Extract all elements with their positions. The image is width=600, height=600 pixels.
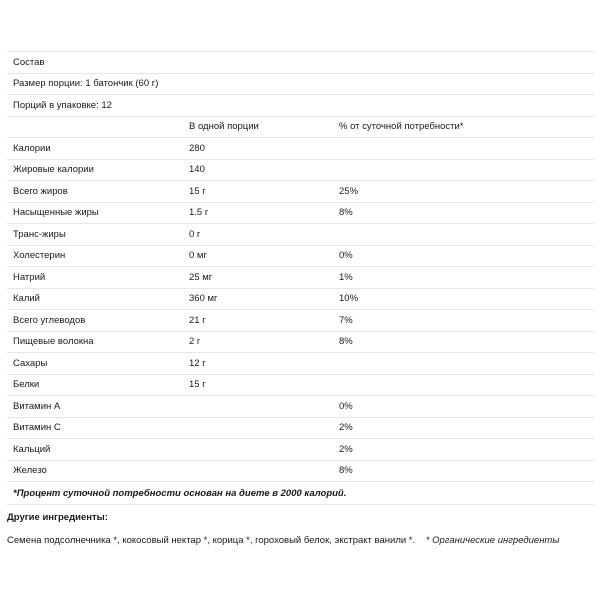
nutrient-amount	[183, 417, 333, 439]
nutrient-amount: 15 г	[183, 181, 333, 203]
nutrient-row	[7, 310, 594, 332]
nutrient-daily-value: 8%	[333, 202, 594, 224]
nutrient-daily-value: 7%	[333, 310, 594, 332]
organic-note: * Органические ингредиенты	[425, 535, 560, 546]
nutrient-name: Железо	[7, 460, 183, 482]
nutrient-amount: 360 мг	[183, 288, 333, 310]
daily-value-header: % от суточной потребности*	[333, 116, 594, 138]
nutrient-row	[7, 202, 594, 224]
nutrient-daily-value	[333, 159, 594, 181]
nutrient-row	[7, 181, 594, 203]
nutrient-daily-value: 2%	[333, 439, 594, 461]
nutrient-amount: 0 г	[183, 224, 333, 246]
nutrient-daily-value: 8%	[333, 331, 594, 353]
daily-value-footnote: *Процент суточной потребности основан на диете в 2000 калорий.	[7, 482, 594, 505]
serving-size-row	[7, 73, 594, 95]
nutrient-name: Транс-жиры	[7, 224, 183, 246]
nutrient-daily-value	[333, 138, 594, 160]
nutrient-amount: 12 г	[183, 353, 333, 375]
nutrient-daily-value: 8%	[333, 460, 594, 482]
nutrient-daily-value: 10%	[333, 288, 594, 310]
nutrient-name: Насыщенные жиры	[7, 202, 183, 224]
nutrient-row	[7, 245, 594, 267]
nutrient-name: Кальций	[7, 439, 183, 461]
nutrient-amount: 280	[183, 138, 333, 160]
nutrient-amount: 2 г	[183, 331, 333, 353]
nutrient-amount: 25 мг	[183, 267, 333, 289]
nutrient-amount: 140	[183, 159, 333, 181]
nutrient-daily-value	[333, 224, 594, 246]
nutrient-name: Натрий	[7, 267, 183, 289]
nutrient-amount: 15 г	[183, 374, 333, 396]
servings-per-container-row	[7, 95, 594, 117]
nutrient-name: Сахары	[7, 353, 183, 375]
nutrient-row	[7, 396, 594, 418]
nutrient-row	[7, 331, 594, 353]
nutrient-row	[7, 439, 594, 461]
composition-row	[7, 52, 594, 74]
nutrient-name: Белки	[7, 374, 183, 396]
nutrient-amount: 0 мг	[183, 245, 333, 267]
per-serving-header: В одной порции	[183, 116, 333, 138]
nutrient-daily-value: 2%	[333, 417, 594, 439]
column-header-row	[7, 116, 594, 138]
nutrient-name: Всего углеводов	[7, 310, 183, 332]
nutrient-daily-value: 0%	[333, 245, 594, 267]
nutrient-daily-value	[333, 374, 594, 396]
nutrient-name: Калий	[7, 288, 183, 310]
nutrient-name: Витамин A	[7, 396, 183, 418]
nutrient-daily-value: 25%	[333, 181, 594, 203]
nutrient-daily-value: 1%	[333, 267, 594, 289]
nutrient-row	[7, 138, 594, 160]
nutrient-name: Жировые калории	[7, 159, 183, 181]
ingredients-list: Семена подсолнечника *, кокосовый нектар *, корица *, гороховый белок, экстракт ванили *.	[7, 535, 416, 546]
nutrient-row	[7, 267, 594, 289]
nutrient-row	[7, 159, 594, 181]
nutrient-name: Холестерин	[7, 245, 183, 267]
servings-per-container-label: Порций в упаковке: 12	[7, 95, 594, 117]
nutrient-name: Всего жиров	[7, 181, 183, 203]
nutrient-row	[7, 374, 594, 396]
nutrient-name: Пищевые волокна	[7, 331, 183, 353]
nutrient-amount	[183, 439, 333, 461]
nutrient-daily-value: 0%	[333, 396, 594, 418]
nutrient-row	[7, 288, 594, 310]
nutrient-amount	[183, 396, 333, 418]
nutrient-row	[7, 353, 594, 375]
other-ingredients-heading: Другие ингредиенты:	[7, 512, 108, 523]
nutrient-row	[7, 417, 594, 439]
nutrient-row	[7, 224, 594, 246]
nutrient-name: Калории	[7, 138, 183, 160]
footnote-row	[7, 482, 594, 505]
header-empty-cell	[7, 116, 183, 138]
nutrient-row	[7, 460, 594, 482]
nutrient-daily-value	[333, 353, 594, 375]
nutrient-amount: 1.5 г	[183, 202, 333, 224]
nutrient-name: Витамин C	[7, 417, 183, 439]
composition-label: Состав	[7, 52, 594, 74]
nutrient-amount	[183, 460, 333, 482]
nutrient-amount: 21 г	[183, 310, 333, 332]
ingredients-line	[7, 535, 597, 546]
serving-size-label: Размер порции: 1 батончик (60 г)	[7, 73, 594, 95]
nutrition-table	[7, 51, 594, 505]
